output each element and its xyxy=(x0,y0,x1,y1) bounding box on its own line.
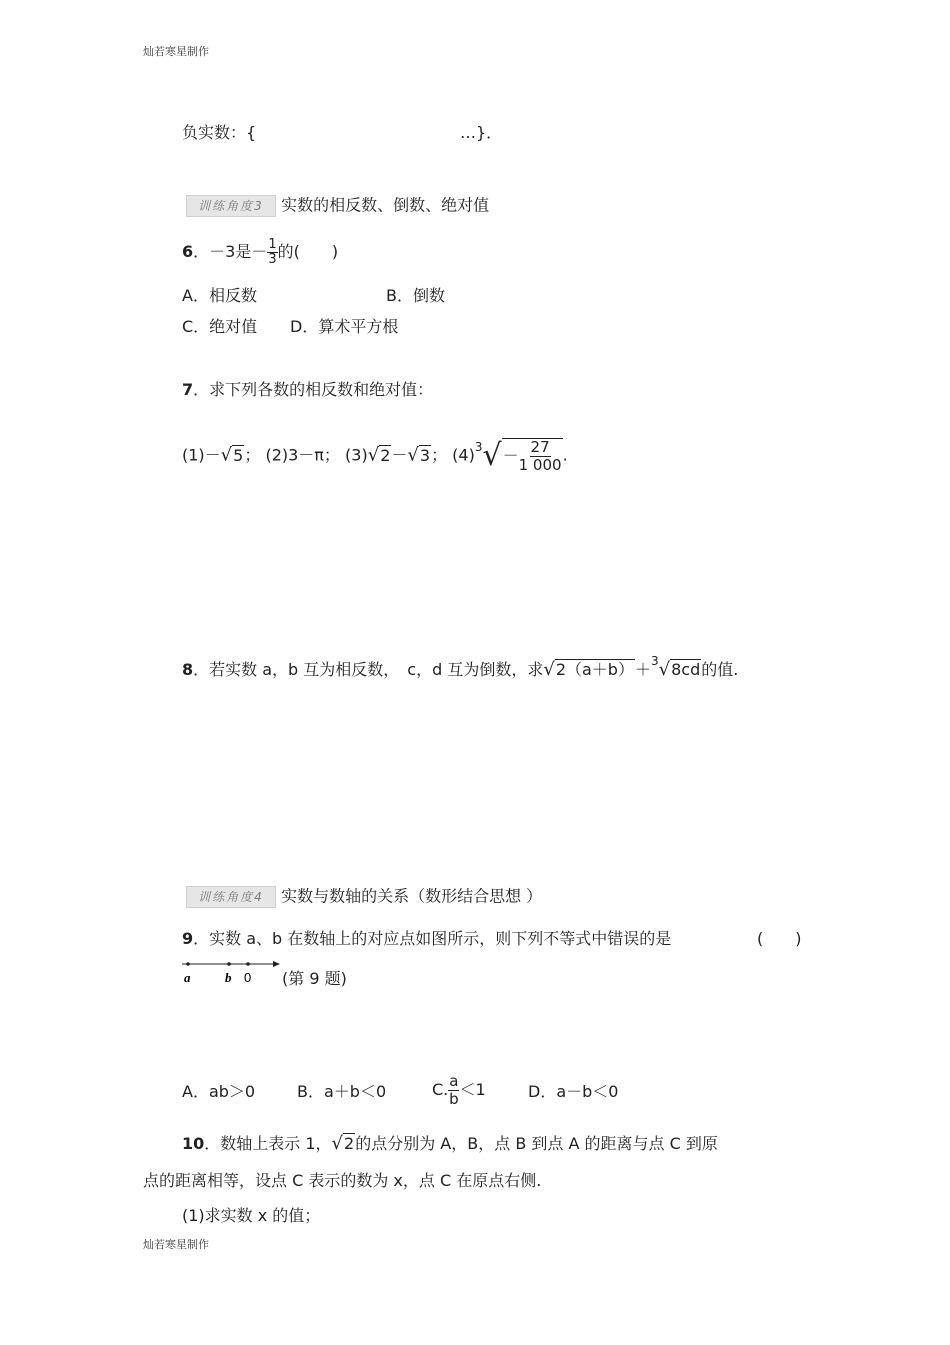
q7-item2: (2)3－π； xyxy=(265,445,340,465)
q9-option-c xyxy=(432,1073,486,1108)
q6-frac-den: 3 xyxy=(268,252,277,267)
section-3-title: 实数的相反数、倒数、绝对值 xyxy=(281,195,490,215)
q9-option-c-num: a xyxy=(449,1072,459,1090)
q8-plus: ＋ xyxy=(634,660,651,679)
q9-answer-paren: ( ) xyxy=(757,929,802,948)
q8-radicand2: 8cd xyxy=(671,660,701,679)
q7-item3-minus: － xyxy=(391,445,408,465)
sqrt-symbol: √ xyxy=(331,1133,344,1154)
q6-option-a: A．相反数 xyxy=(182,286,257,305)
sqrt-symbol: √ xyxy=(407,444,419,466)
q7-item1-label: (1)－ xyxy=(182,445,221,465)
q8-tail: 的值. xyxy=(701,660,739,679)
question-8 xyxy=(182,654,739,681)
q7-item4-index: 3 xyxy=(474,439,483,454)
q6-option-d: D．算术平方根 xyxy=(290,317,399,336)
number-line-arrow xyxy=(273,961,280,967)
q6-tail: 的( ) xyxy=(277,242,339,261)
page-footer: 灿若寒星制作 xyxy=(143,1238,209,1251)
q9-option-c-den: b xyxy=(449,1090,459,1108)
q9-option-d: D．a－b＜0 xyxy=(528,1082,619,1101)
point-a xyxy=(186,962,190,966)
q7-item1-radicand: 5 xyxy=(233,445,244,465)
q7-item3-radicand1: 2 xyxy=(380,445,391,465)
q6-stem: ．－3是－ xyxy=(193,242,268,261)
q7-item4-fraction xyxy=(519,439,562,474)
q7-item3-label: (3) xyxy=(345,445,368,465)
q10-line-2: 点的距离相等，设点 C 表示的数为 x，点 C 在原点右侧. xyxy=(143,1171,542,1190)
q6-number: 6 xyxy=(182,242,194,261)
q7-number: 7 xyxy=(182,380,194,399)
axis-label-b: b xyxy=(225,970,232,985)
q9-option-a: A．ab＞0 xyxy=(182,1082,256,1101)
q7-item4-radicand xyxy=(502,438,563,474)
q7-stem: ．求下列各数的相反数和绝对值： xyxy=(193,380,434,399)
q10-radicand: 2 xyxy=(344,1134,355,1153)
q6-frac-num: 1 xyxy=(268,237,277,252)
q6-fraction xyxy=(267,238,277,267)
number-line-figure xyxy=(180,958,282,988)
q7-item4-label: (4) xyxy=(452,445,475,465)
q7-item4-num: 27 xyxy=(530,438,550,456)
cube-root-symbol: √ xyxy=(482,438,502,473)
q10-number: 10 xyxy=(182,1134,205,1153)
q9-option-c-label: C. xyxy=(432,1080,449,1099)
page-header: 灿若寒星制作 xyxy=(143,45,209,58)
axis-label-zero: 0 xyxy=(244,970,252,985)
section-3-tag: 训练角度3 xyxy=(186,195,276,217)
q8-radicand1: 2（a＋b） xyxy=(555,660,634,679)
set-label: 负实数：{ xyxy=(182,123,257,142)
section-4-tag: 训练角度4 xyxy=(186,886,276,908)
point-origin xyxy=(246,962,250,966)
question-10 xyxy=(182,1133,718,1154)
q9-option-c-fraction xyxy=(448,1073,459,1108)
question-6 xyxy=(182,238,338,267)
q7-item1-end: ； xyxy=(244,445,261,465)
section-3-heading xyxy=(186,195,489,217)
section-4-title: 实数与数轴的关系（数形结合思想 ） xyxy=(281,886,543,906)
q9-option-b: B．a＋b＜0 xyxy=(297,1082,387,1101)
q10-stem-end: 的点分别为 A，B，点 B 到点 A 的距离与点 C 到原 xyxy=(355,1134,718,1153)
q7-item3-end: ； xyxy=(431,445,448,465)
q7-item4-end: . xyxy=(562,445,568,465)
point-b xyxy=(227,962,231,966)
q7-items xyxy=(182,438,568,474)
axis-label-a: a xyxy=(184,970,191,985)
q7-item4-den: 1 000 xyxy=(518,456,562,474)
q8-number: 8 xyxy=(182,660,194,679)
q8-stem: ．若实数 a，b 互为相反数， c，d 互为倒数，求 xyxy=(193,660,544,679)
q9-option-c-tail: ＜1 xyxy=(459,1080,486,1099)
q9-figure-caption: (第 9 题) xyxy=(282,969,347,988)
q7-item4-sign: － xyxy=(502,446,519,465)
q7-item3-radicand2: 3 xyxy=(419,445,431,465)
sqrt-symbol: √ xyxy=(543,659,555,680)
q8-index: 3 xyxy=(650,654,659,668)
q9-number: 9 xyxy=(182,929,194,948)
question-7 xyxy=(182,380,433,400)
q10-sub-1: (1)求实数 x 的值； xyxy=(182,1206,321,1225)
question-9 xyxy=(182,929,671,949)
sqrt-symbol: √ xyxy=(367,444,380,466)
cube-root-symbol: √ xyxy=(658,659,671,680)
q6-option-c: C．绝对值 xyxy=(182,317,258,336)
sqrt-symbol: √ xyxy=(220,444,233,466)
q9-stem: ．实数 a、b 在数轴上的对应点如图所示，则下列不等式中错误的是 xyxy=(193,929,672,948)
section-4-heading xyxy=(186,886,542,908)
q6-option-b: B．倒数 xyxy=(386,286,445,305)
set-end: …}． xyxy=(460,123,503,142)
q10-stem-start: ．数轴上表示 1， xyxy=(204,1134,332,1153)
